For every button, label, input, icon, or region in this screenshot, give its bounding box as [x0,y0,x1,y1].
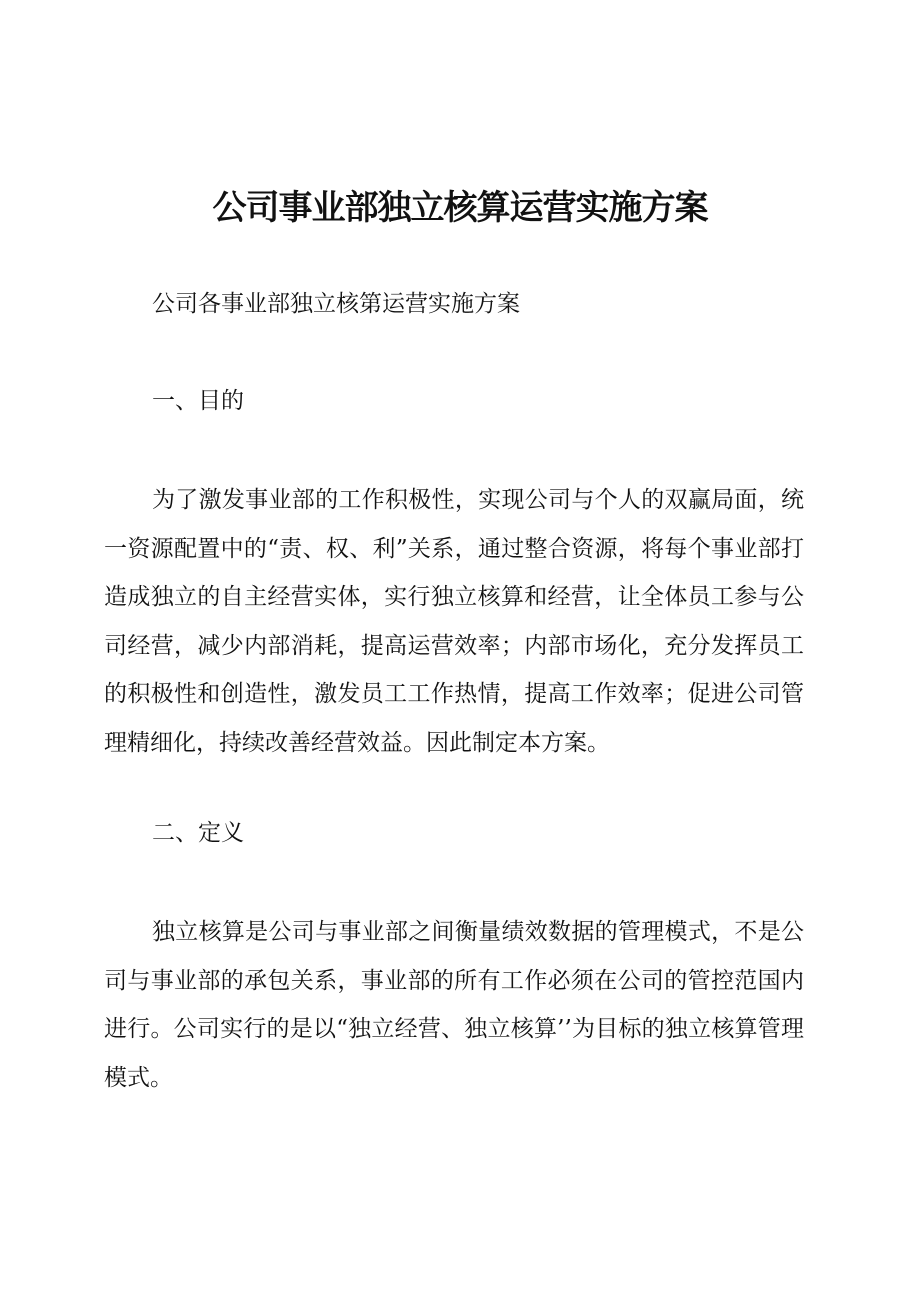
document-subtitle: 公司各事业部独立核第运营实施方案 [152,291,520,317]
document-title: 公司事业部独立核算运营实施方案 [212,188,708,228]
section-heading-definition: 二、定义 [152,820,244,846]
section-body-definition: 独立核算是公司与事业部之间衡量绩效数据的管理模式，不是公司与事业部的承包关系，事业部的所有工作必须在公司的管控范国内进行。公司实行的是以“独立经营、独立核算’’为目标的独立核算管理模式。 [104,919,804,1091]
section-heading-purpose: 一、目的 [152,388,244,414]
section-body-purpose: 为了激发事业部的工作积极性，实现公司与个人的双赢局面，统一资源配置中的“责、权、利”关系，通过整合资源，将每个事业部打造成独立的自主经营实体，实行独立核算和经营，让全体员工参与公司经营，减少内部消耗，提高运营效率；内部市场化，充分发挥员工的积极性和创造性，激发员工工作热情，提高工作效率；促进公司管理精细化，持续改善经营效益。因此制定本方案。 [104,487,804,756]
